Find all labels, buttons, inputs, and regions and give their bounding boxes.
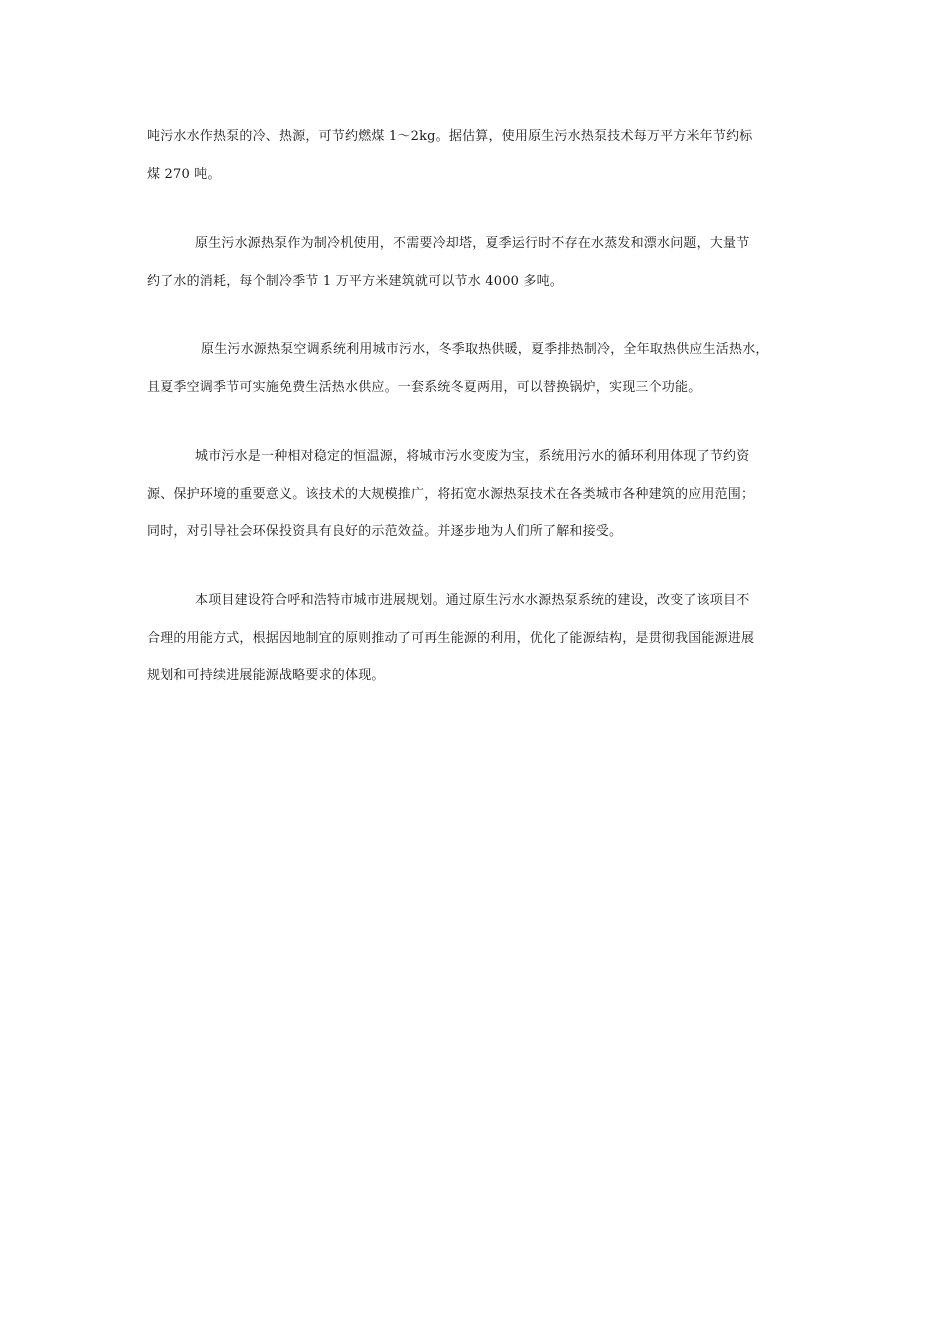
paragraph-1-line-2: 煤 270 吨。 <box>147 167 221 182</box>
paragraph-4-line-1: 城市污水是一种相对稳定的恒温源，将城市污水变废为宝，系统用污水的循环利用体现了节约资 <box>195 449 750 464</box>
paragraph-4-line-3: 同时，对引导社会环保投资具有良好的示范效益。并逐步地为人们所了解和接受。 <box>147 524 623 539</box>
paragraph-5-line-3: 规划和可持续进展能源战略要求的体现。 <box>147 668 385 683</box>
paragraph-2-line-1: 原生污水源热泵作为制冷机使用，不需要冷却塔，夏季运行时不存在水蒸发和漂水问题，大量节 <box>195 236 750 251</box>
paragraph-3-line-2: 且夏季空调季节可实施免费生活热水供应。一套系统冬夏两用，可以替换锅炉，实现三个功能。 <box>147 380 702 395</box>
paragraph-3-line-1: 原生污水源热泵空调系统利用城市污水，冬季取热供暖，夏季排热制冷，全年取热供应生活热水， <box>201 342 769 357</box>
paragraph-1-line-1: 吨污水水作热泵的冷、热源，可节约燃煤 1～2kg。据估算，使用原生污水热泵技术每万平方米年节约标 <box>147 129 753 144</box>
paragraph-5-line-2: 合理的用能方式，根据因地制宜的原则推动了可再生能源的利用，优化了能源结构，是贯彻我国能源进展 <box>147 631 755 646</box>
paragraph-2-line-2: 约了水的消耗，每个制冷季节 1 万平方米建筑就可以节水 4000 多吨。 <box>147 274 564 289</box>
paragraph-5-line-1: 本项目建设符合呼和浩特市城市进展规划。通过原生污水水源热泵系统的建设，改变了该项目不 <box>195 593 750 608</box>
paragraph-4-line-2: 源、保护环境的重要意义。该技术的大规模推广，将拓宽水源热泵技术在各类城市各种建筑的应用范围； <box>147 487 755 502</box>
